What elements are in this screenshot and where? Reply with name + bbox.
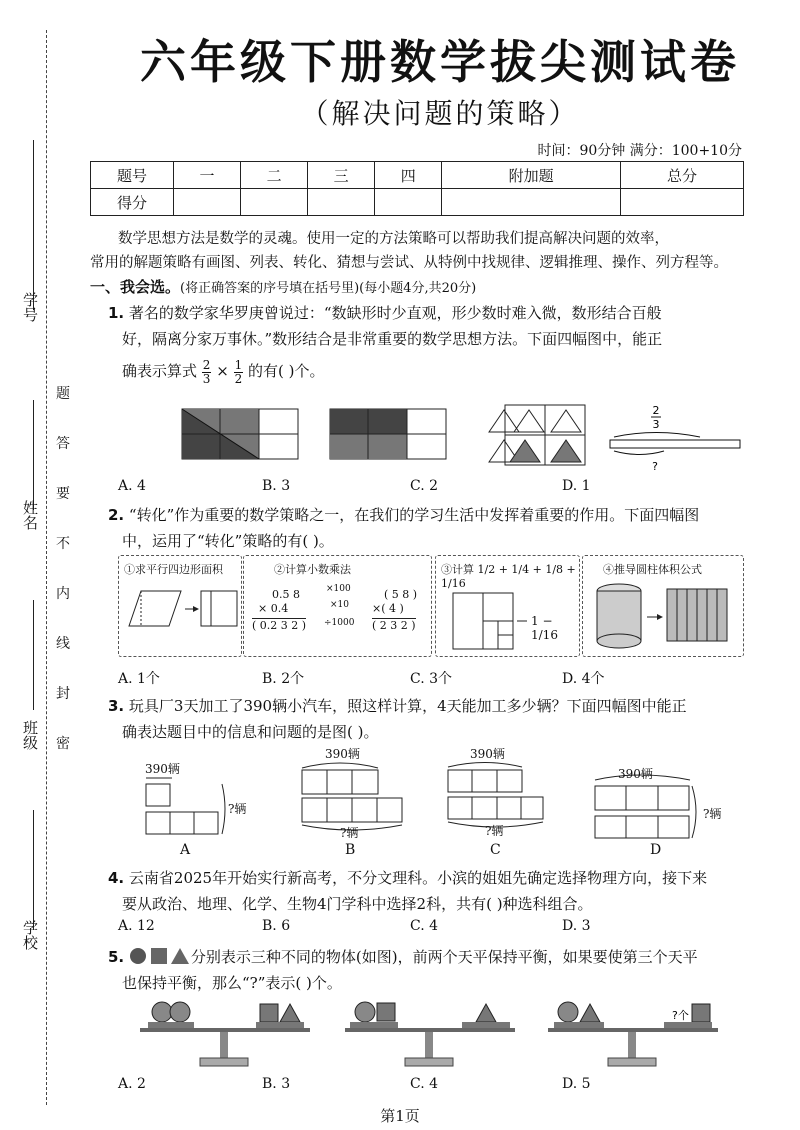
q2-box3-title: ③计算 1/2 + 1/4 + 1/8 + 1/16 bbox=[441, 563, 576, 590]
calc-line: 0.5 8 bbox=[272, 588, 300, 601]
cut-char: 线 bbox=[56, 636, 70, 652]
q3-a-unknown-label: ?辆 bbox=[228, 802, 247, 816]
q3-line1: 玩具厂3天加工了390辆小汽车，照这样计算，4天能加工多少辆？下面四幅图中能正 bbox=[128, 697, 687, 715]
question-number: 3. bbox=[108, 697, 125, 715]
q2-box-3 bbox=[435, 555, 580, 657]
q5-unknown-label: ?个 bbox=[672, 1009, 689, 1022]
q3-figure-a bbox=[146, 778, 225, 834]
score-header-cell: 一 bbox=[174, 162, 241, 189]
q4-line1: 云南省2025年开始实行新高考，不分文理科。小滨的姐姐先确定选择物理方向，接下来 bbox=[128, 869, 708, 887]
fig-d-unknown: ? bbox=[652, 460, 658, 473]
question-number: 5. bbox=[108, 948, 125, 966]
calc-line: ( 2 3 2 ) bbox=[372, 619, 416, 632]
score-header-cell: 题号 bbox=[91, 162, 174, 189]
q3-option-d[interactable]: D bbox=[650, 842, 662, 858]
frac-num: 1 bbox=[234, 357, 243, 372]
page-number: 第1页 bbox=[380, 1107, 420, 1125]
q3-d-unknown-label: ?辆 bbox=[703, 807, 722, 821]
fig-d-frac-num: 2 bbox=[652, 404, 660, 417]
score-header-cell: 二 bbox=[241, 162, 308, 189]
q5-option-d[interactable]: D. 5 bbox=[562, 1076, 591, 1092]
cut-char: 封 bbox=[56, 686, 70, 702]
q2-box3-result: 1 − 1/16 bbox=[531, 614, 558, 642]
question-2 bbox=[108, 502, 748, 554]
score-header-cell: 三 bbox=[308, 162, 375, 189]
triangle-icon bbox=[171, 948, 189, 964]
q5-line2: 也保持平衡，那么“?”表示( )个。 bbox=[122, 974, 342, 992]
cut-char: 题 bbox=[56, 386, 70, 402]
q1-line3-pre: 确表示算式 bbox=[122, 362, 198, 380]
section-note: (将正确答案的序号填在括号里)(每小题4分,共20分) bbox=[180, 281, 477, 296]
intro-line-2: 常用的解题策略有画图、列表、转化、猜想与尝试、从特例中找规律、逻辑推理、操作、列方程等。 bbox=[90, 255, 728, 271]
q1-line3-post: 的有( )个。 bbox=[248, 362, 325, 380]
class-label: 班级 bbox=[21, 720, 39, 750]
calc-step: ×100 bbox=[326, 584, 351, 594]
score-row-label: 得分 bbox=[91, 189, 174, 216]
parallelogram-figure bbox=[119, 581, 239, 651]
q4-option-a[interactable]: A. 12 bbox=[118, 918, 155, 934]
q2-option-c[interactable]: C. 3个 bbox=[410, 671, 453, 687]
q3-option-a[interactable]: A bbox=[180, 842, 191, 858]
calc-step: ×10 bbox=[330, 600, 349, 610]
name-label: 姓名 bbox=[21, 500, 39, 530]
page-title: 六年级下册数学拔尖测试卷 bbox=[140, 35, 740, 89]
school-label: 学校 bbox=[21, 920, 39, 950]
q3-option-b[interactable]: B bbox=[345, 842, 356, 858]
q3-option-c[interactable]: C bbox=[490, 842, 501, 858]
q3-figure-b bbox=[302, 763, 402, 830]
frac-num: 2 bbox=[202, 357, 211, 372]
cylinder-figure bbox=[583, 581, 741, 651]
calc-line: × 0.4 bbox=[258, 602, 289, 615]
times-sign: × bbox=[216, 362, 229, 380]
q5-balance-2 bbox=[345, 1002, 515, 1066]
q4-line2: 要从政治、地理、化学、生物4门学科中选择2科，共有( )种选科组合。 bbox=[122, 895, 593, 913]
question-3 bbox=[108, 693, 748, 745]
q5-balance-3 bbox=[548, 1002, 718, 1066]
q1-option-b[interactable]: B. 3 bbox=[262, 478, 291, 494]
q1-figure-b bbox=[330, 409, 446, 459]
square-icon bbox=[151, 948, 167, 964]
calc-step: ÷1000 bbox=[324, 618, 355, 628]
cut-char: 要 bbox=[56, 486, 70, 502]
page-subtitle: （解决问题的策略） bbox=[300, 97, 580, 130]
q1-option-d[interactable]: D. 1 bbox=[562, 478, 591, 494]
q1-option-a[interactable]: A. 4 bbox=[118, 478, 146, 494]
q4-option-b[interactable]: B. 6 bbox=[262, 918, 291, 934]
q3-a-known-label: 390辆 bbox=[145, 762, 180, 776]
q2-box2-title: ②计算小数乘法 bbox=[274, 563, 351, 576]
q1-figure-c bbox=[489, 405, 585, 465]
question-5 bbox=[108, 944, 748, 996]
q2-box-4 bbox=[582, 555, 744, 657]
time-info: 时间：90分钟 满分：100+10分 bbox=[537, 143, 742, 159]
cut-char: 答 bbox=[56, 436, 70, 452]
circle-icon bbox=[130, 948, 146, 964]
cut-char: 内 bbox=[56, 586, 70, 602]
calc-line: ( 5 8 ) bbox=[384, 588, 418, 601]
q3-d-known-label: 390辆 bbox=[618, 767, 653, 781]
q3-figure-c bbox=[448, 763, 543, 828]
question-number: 4. bbox=[108, 869, 125, 887]
q2-box-1 bbox=[118, 555, 242, 657]
q1-line1: 著名的数学家华罗庚曾说过：“数缺形时少直观，形少数时难入微，数形结合百般 bbox=[128, 304, 662, 322]
score-header-cell: 四 bbox=[375, 162, 442, 189]
q2-line2: 中，运用了“转化”策略的有( )。 bbox=[122, 532, 334, 550]
cut-char: 密 bbox=[56, 736, 70, 752]
q5-line1: 分别表示三种不同的物体(如图)，前两个天平保持平衡，如果要使第三个天平 bbox=[190, 948, 698, 966]
q5-balance-1 bbox=[140, 1002, 310, 1066]
q5-option-a[interactable]: A. 2 bbox=[118, 1076, 146, 1092]
q5-option-b[interactable]: B. 3 bbox=[262, 1076, 291, 1092]
q1-line2: 好，隔离分家万事休。”数形结合是非常重要的数学思想方法。下面四幅图中，能正 bbox=[122, 330, 663, 348]
q2-line1: “转化”作为重要的数学策略之一，在我们的学习生活中发挥着重要的作用。下面四幅图 bbox=[128, 506, 700, 524]
q2-option-a[interactable]: A. 1个 bbox=[118, 671, 160, 687]
q2-option-d[interactable]: D. 4个 bbox=[562, 671, 605, 687]
q2-box4-title: ④推导圆柱体积公式 bbox=[603, 563, 702, 576]
calc-line: ( 0.2 3 2 ) bbox=[252, 619, 307, 632]
q3-figure-d bbox=[595, 775, 696, 838]
question-4 bbox=[108, 865, 748, 917]
frac-den: 3 bbox=[202, 371, 211, 386]
area-model-figure bbox=[451, 591, 541, 651]
q5-option-c[interactable]: C. 4 bbox=[410, 1076, 439, 1092]
score-header-cell: 总分 bbox=[621, 162, 744, 189]
q3-b-unknown-label: ?辆 bbox=[340, 826, 359, 840]
q2-box1-title: ①求平行四边形面积 bbox=[124, 563, 223, 576]
q4-option-c[interactable]: C. 4 bbox=[410, 918, 439, 934]
q1-figure-d bbox=[610, 404, 740, 473]
score-header-cell: 附加题 bbox=[442, 162, 621, 189]
q3-c-known-label: 390辆 bbox=[470, 747, 505, 761]
intro-line-1: 数学思想方法是数学的灵魂。使用一定的方法策略可以帮助我们提高解决问题的效率， bbox=[118, 231, 669, 247]
question-number: 1. bbox=[108, 304, 125, 322]
q1-option-c[interactable]: C. 2 bbox=[410, 478, 439, 494]
q1-figure-a bbox=[182, 409, 298, 459]
student-id-label: 学号 bbox=[21, 292, 39, 322]
section-title: 一、我会选。 bbox=[90, 278, 181, 296]
q3-b-known-label: 390辆 bbox=[325, 747, 360, 761]
shape-symbols bbox=[129, 947, 191, 965]
calc-line: ×( 4 ) bbox=[372, 602, 404, 615]
q2-box-2 bbox=[243, 555, 432, 657]
question-number: 2. bbox=[108, 506, 125, 524]
q3-line2: 确表达题目中的信息和问题的是图( )。 bbox=[122, 723, 379, 741]
q4-option-d[interactable]: D. 3 bbox=[562, 918, 591, 934]
q3-c-unknown-label: ?辆 bbox=[485, 824, 504, 838]
q2-option-b[interactable]: B. 2个 bbox=[262, 671, 305, 687]
fig-d-frac-den: 3 bbox=[652, 418, 660, 431]
cut-char: 不 bbox=[56, 536, 70, 552]
frac-den: 2 bbox=[234, 371, 243, 386]
